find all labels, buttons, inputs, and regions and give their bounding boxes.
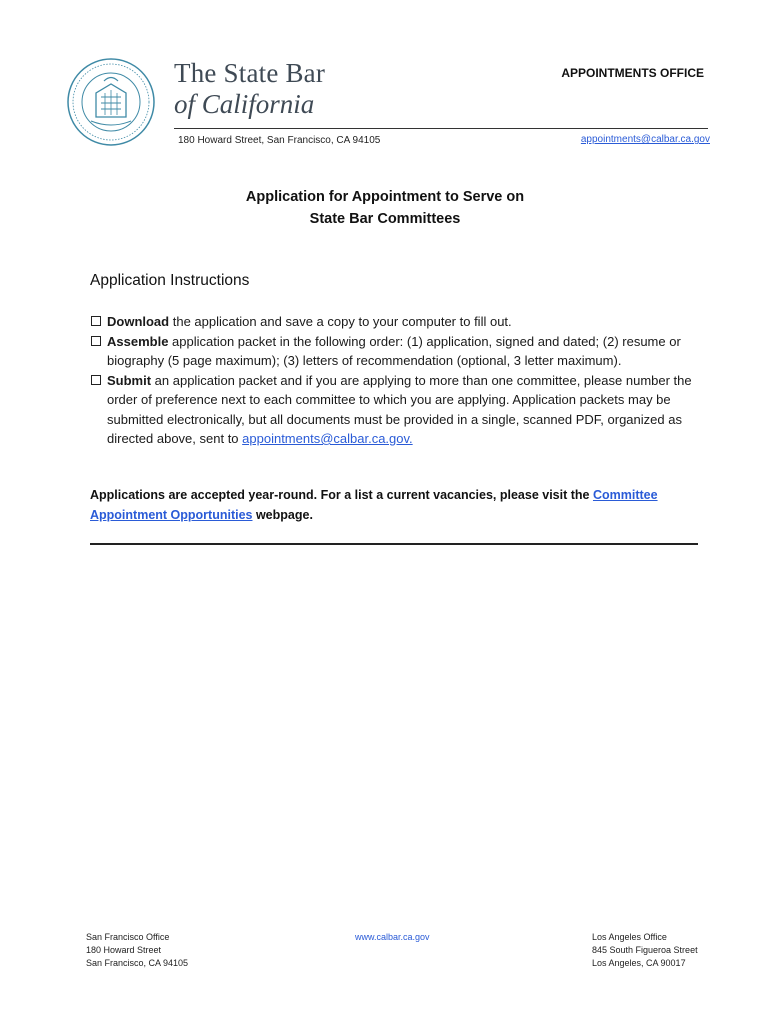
instructions-heading: Application Instructions: [90, 272, 250, 289]
office-label: APPOINTMENTS OFFICE: [561, 66, 704, 80]
footer-sf-office: [86, 931, 188, 970]
org-name-line2: of California: [174, 89, 315, 119]
checkbox[interactable]: [91, 336, 101, 346]
footer-la-office: [592, 931, 698, 970]
instruction-text: the application and save a copy to your computer to fill out.: [169, 314, 512, 329]
footer-sf-line3: San Francisco, CA 94105: [86, 958, 189, 968]
checkbox[interactable]: [91, 316, 101, 326]
state-bar-seal-icon: [66, 57, 156, 147]
vacancies-note: [90, 486, 700, 525]
instruction-item-assemble: [90, 332, 710, 371]
document-title-line2: State Bar Committees: [309, 211, 461, 227]
instruction-label: Submit: [107, 372, 152, 388]
footer-sf-line1: San Francisco Office: [86, 932, 170, 942]
section-divider: [90, 543, 698, 545]
vacancies-note-suffix: webpage.: [252, 507, 313, 522]
document-title-line1: Application for Appointment to Serve on: [245, 189, 525, 205]
instruction-label: Download: [107, 314, 170, 329]
org-name: [174, 60, 325, 118]
instruction-item-submit: [90, 371, 710, 449]
instruction-text: an application packet and if you are applying to more than one committee, please number the order of preference next to each committee to which you are applying. Application packets may be submitted electronically, but all documents must be provided in a single, scanned PDF, organized as directed above, sent to: [107, 372, 692, 446]
instruction-text: application packet in the following order: (1) application, signed and dated; (2) resume or biography (5 page maximum); (3) letters of recommendation (optional, 3 letter maximum).: [107, 333, 681, 368]
committee-opportunities-link[interactable]: Committee Appointment Opportunities: [90, 488, 658, 522]
document-title: [0, 186, 770, 230]
instruction-label: Assemble: [107, 333, 169, 349]
checkbox[interactable]: [91, 375, 101, 385]
submit-email-link[interactable]: appointments@calbar.ca.gov.: [242, 431, 413, 446]
footer-sf-line2: 180 Howard Street: [86, 945, 162, 955]
header-divider: [174, 128, 708, 129]
header-address: 180 Howard Street, San Francisco, CA 94105: [178, 135, 381, 146]
footer-la-line1: Los Angeles Office: [592, 932, 667, 942]
footer-la-line2: 845 South Figueroa Street: [592, 945, 698, 955]
instruction-item-download: [90, 312, 710, 332]
header-email-link[interactable]: appointments@calbar.ca.gov: [580, 134, 710, 145]
org-name-line1: The State Bar: [174, 58, 326, 88]
instructions-list: [90, 312, 710, 449]
vacancies-note-text: Applications are accepted year-round. For a list a current vacancies, please visit the: [90, 488, 593, 502]
footer-la-line3: Los Angeles, CA 90017: [592, 958, 686, 968]
footer-website-link[interactable]: www.calbar.ca.gov: [355, 932, 430, 942]
